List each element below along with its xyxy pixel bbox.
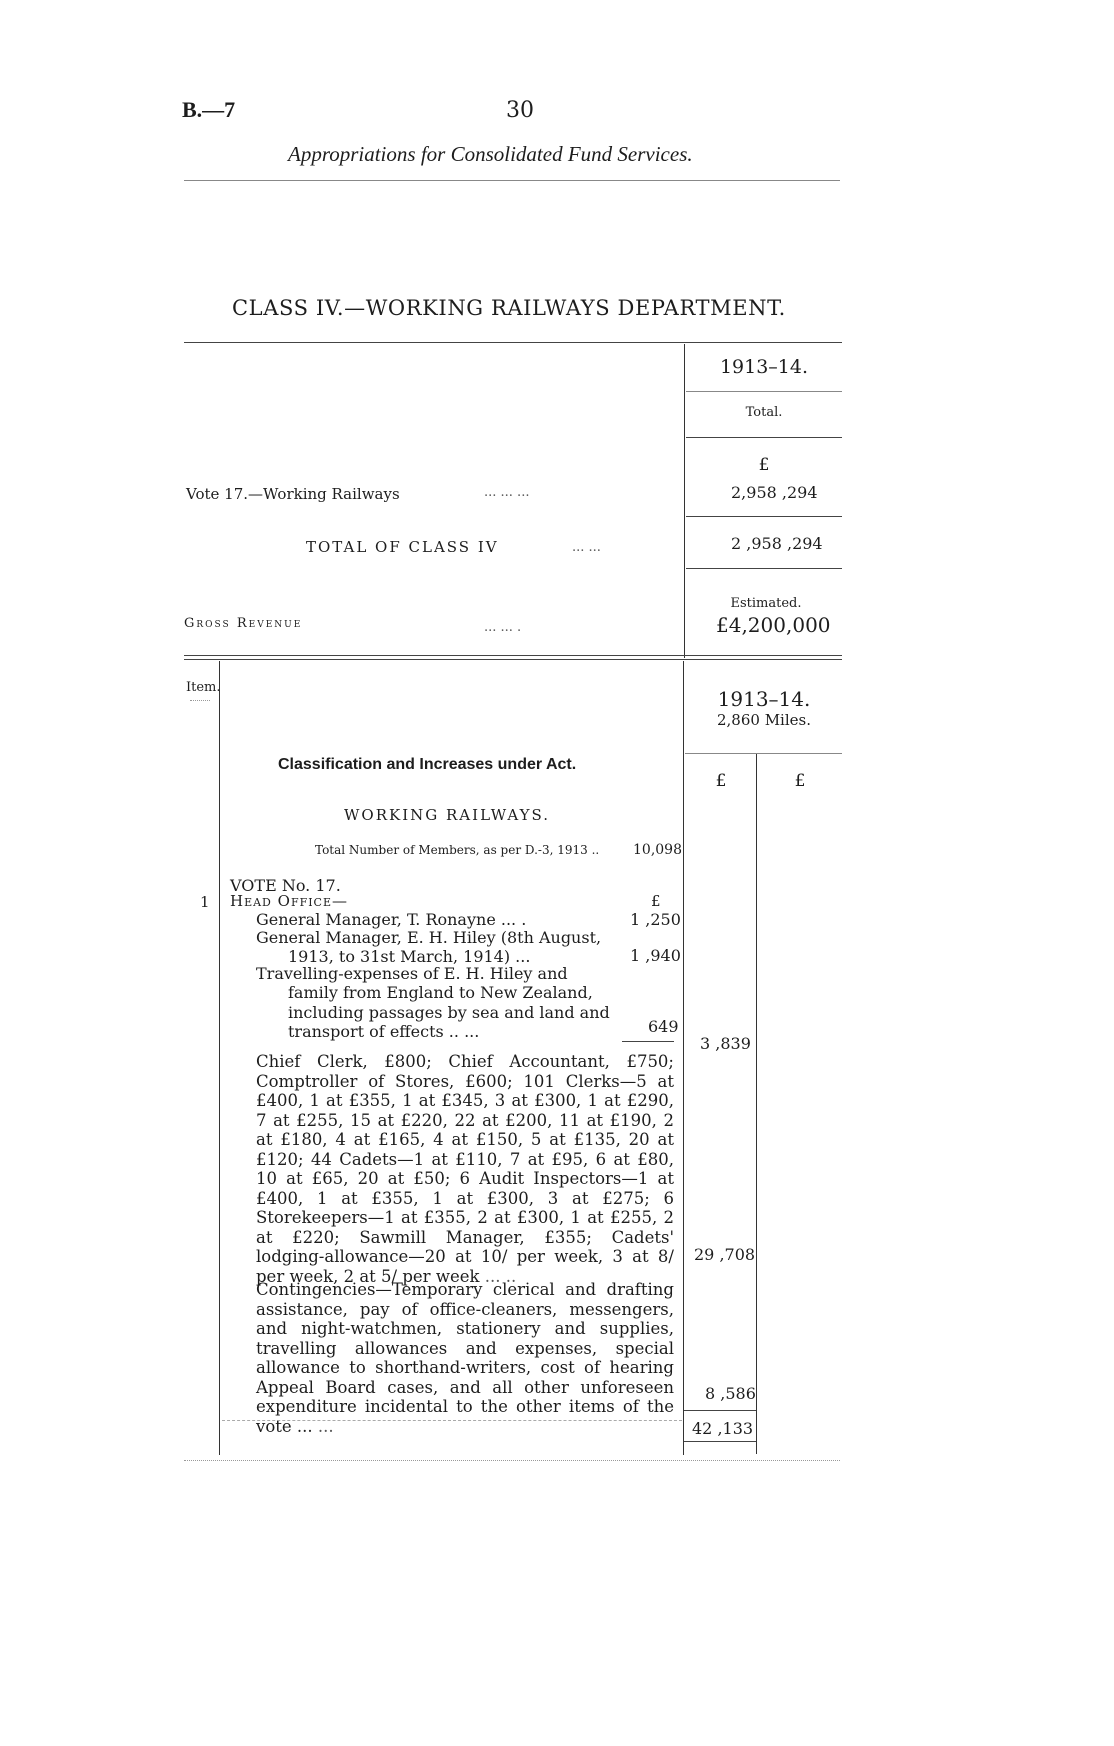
summary-column-divider xyxy=(684,344,685,658)
entry-line: 1913, to 31st March, 1914) ... xyxy=(288,947,531,967)
section-title: WORKING RAILWAYS. xyxy=(344,806,551,824)
summary-total-label: Total. xyxy=(745,405,783,420)
contingencies-amount: 8 ,586 xyxy=(705,1384,756,1403)
total-class-amount: 2 ,958 ,294 xyxy=(731,534,823,553)
estimated-label: Estimated. xyxy=(730,596,802,611)
vote-number: VOTE No. 17. xyxy=(230,876,341,895)
vote-17-label: Vote 17.—Working Railways xyxy=(186,485,400,503)
currency-column-a: £ xyxy=(715,771,727,791)
entry-line: General Manager, E. H. Hiley (8th August, xyxy=(256,928,602,947)
head-office-total: 3 ,839 xyxy=(700,1034,751,1053)
total-class-label: TOTAL OF CLASS IV xyxy=(306,538,499,556)
chief-clerk-amount: 29 ,708 xyxy=(694,1245,756,1264)
item-header-rule xyxy=(190,700,210,701)
contingencies-text: Contingencies—Temporary clerical and drafting assistance, pay of office-cleaners, messengers, and night-watchmen, stationery and supplies, travelling allowances and expenses, special allowance to shorthand-writers, cost of hearing Appeal Board cases, and all other unforeseen expenditure incidental to the other items of the vote ... xyxy=(256,1280,674,1436)
grand-total-amount: 42 ,133 xyxy=(692,1419,754,1438)
members-label: Total Number of Members, as per D.-3, 1913 .. xyxy=(315,843,600,857)
page-number: 30 xyxy=(506,98,534,123)
entry-line: family from England to New Zealand, xyxy=(288,983,593,1003)
detail-year: 1913–14. xyxy=(717,687,811,711)
currency-column-b: £ xyxy=(794,771,806,791)
entry-amount: 649 xyxy=(648,1017,679,1036)
summary-top-rule xyxy=(184,342,842,343)
grand-total-rule-dotted xyxy=(222,1420,682,1421)
entry-general-manager-ronayne xyxy=(256,910,526,929)
page-subtitle: Appropriations for Consolidated Fund Services. xyxy=(288,142,693,166)
gross-revenue-leader: ... ... . xyxy=(484,620,522,635)
chief-clerk-text: Chief Clerk, £800; Chief Accountant, £750; Comptroller of Stores, £600; 101 Clerks—5 at £400, 1 at £355, 1 at £345, 3 at £300, 1 at £290, 7 at £255, 15 at £220, 22 at £200, 11 at £190, 2 at £180, 4 at £165, 4 at £150, 5 at £135, 20 at £120; 44 Cadets—1 at £110, 7 at £95, 6 at £80, 10 at £65, 20 at £50; 6 Audit Inspectors—1 at £400, 1 at £355, 1 at £300, 3 at £275; 6 Storekeepers—1 at £355, 2 at £300, 1 at £255, 2 at £220; Sawmill Manager, £355; Cadets' lodging-allowance—20 at 10/ per week, 3 at 8/ per week, 2 at 5/ per week xyxy=(256,1052,674,1286)
grand-total-rule-top xyxy=(684,1410,756,1411)
chief-clerk-leader: ... .. xyxy=(484,1266,517,1286)
entry-line: including passages by sea and land and xyxy=(288,1002,610,1022)
item-column-header: Item. xyxy=(186,680,221,695)
summary-header-rule xyxy=(686,437,842,438)
page-bottom-rule xyxy=(184,1460,840,1461)
entry-line: transport of effects .. ... xyxy=(288,1022,480,1042)
entry-travelling-expenses xyxy=(256,964,610,1042)
gross-revenue-amount: £4,200,000 xyxy=(716,613,831,637)
chief-clerk-paragraph xyxy=(256,1052,674,1286)
detail-top-rule-1 xyxy=(184,655,842,656)
members-value: 10,098 xyxy=(633,842,682,858)
classification-heading: Classification and Increases under Act. xyxy=(278,756,577,773)
vote-17-leader: ... ... ... xyxy=(484,485,530,500)
entry-general-manager-hiley xyxy=(256,928,601,967)
sub-currency: £ xyxy=(651,892,661,910)
summary-year: 1913–14. xyxy=(719,356,809,378)
amount-subcolumn-divider xyxy=(756,754,757,1454)
entry-line: Travelling-expenses of E. H. Hiley and xyxy=(256,964,568,983)
total-class-rule xyxy=(686,568,842,569)
entry-text: General Manager, T. Ronayne ... . xyxy=(256,910,527,929)
total-class-leader: ... ... xyxy=(572,540,601,555)
contingencies-leader: ... xyxy=(317,1416,334,1436)
summary-currency: £ xyxy=(758,455,770,475)
item-number: 1 xyxy=(200,893,210,911)
grand-total-rule-bottom xyxy=(684,1441,756,1442)
summary-year-rule xyxy=(686,391,842,392)
vote-17-rule xyxy=(686,516,842,517)
entry-amount: 1 ,940 xyxy=(630,946,681,965)
detail-year-rule xyxy=(685,753,842,754)
item-column-divider xyxy=(219,661,220,1455)
head-office-label: Head Office— xyxy=(230,892,348,910)
gross-revenue-label: Gross Revenue xyxy=(184,616,303,631)
header-rule xyxy=(184,180,840,181)
page-reference: B.—7 xyxy=(182,97,236,122)
detail-top-rule-2 xyxy=(184,659,842,660)
vote-17-amount: 2,958 ,294 xyxy=(731,483,818,502)
amount-column-divider xyxy=(683,661,684,1455)
detail-miles: 2,860 Miles. xyxy=(716,711,811,729)
class-title: CLASS IV.—WORKING RAILWAYS DEPARTMENT. xyxy=(232,296,786,320)
contingencies-paragraph xyxy=(256,1280,674,1436)
entry-amount: 1 ,250 xyxy=(630,910,681,929)
head-office-subtotal-rule xyxy=(622,1041,674,1042)
